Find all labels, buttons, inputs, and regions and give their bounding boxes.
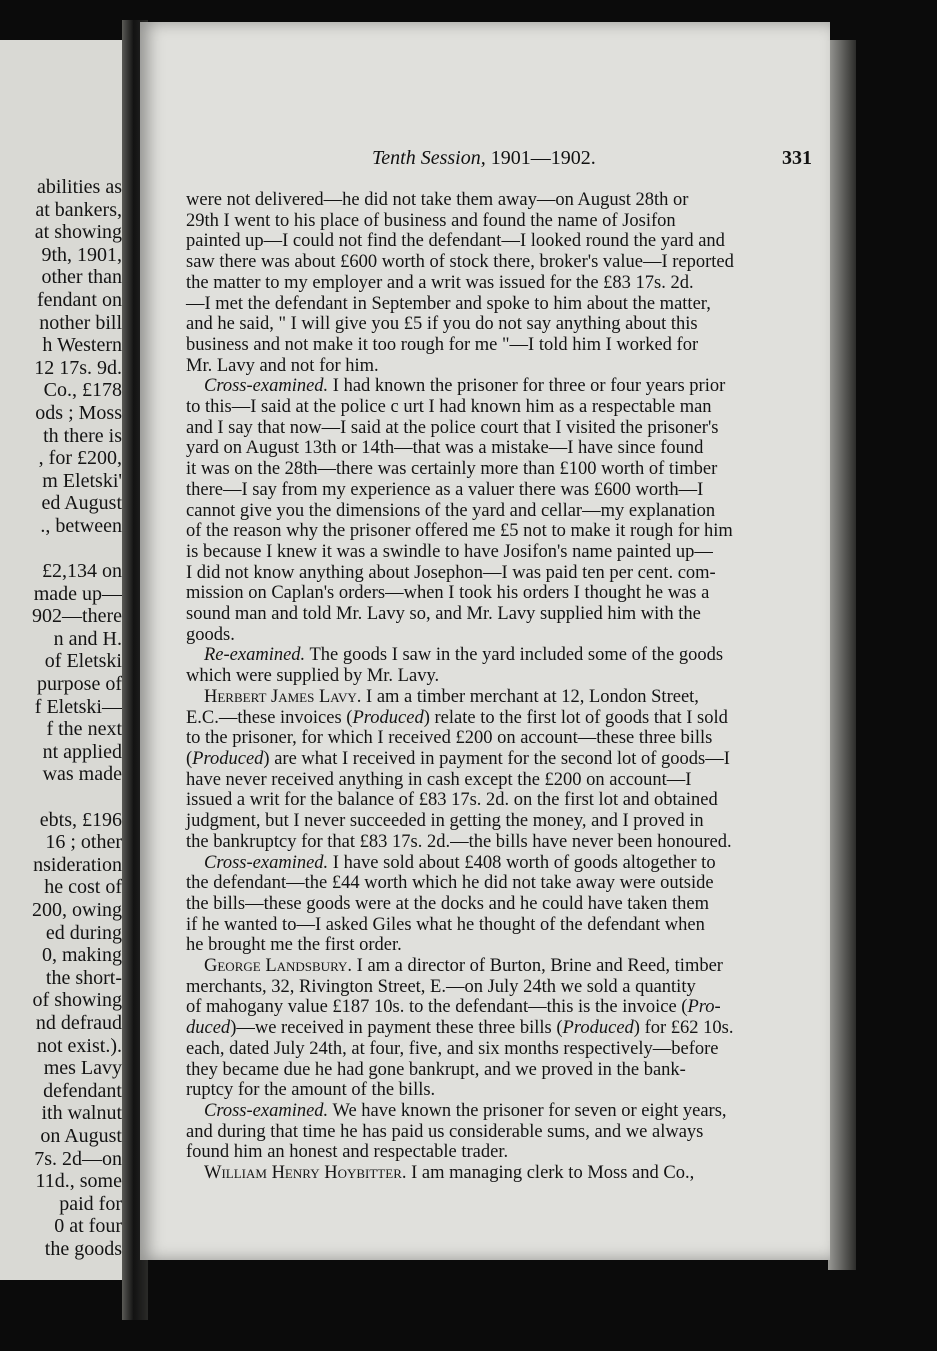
paragraph-2-line: it was on the 28th—there was certainly more than £100 worth of timber	[186, 459, 718, 480]
paragraph-4-line-2: E.C.—these invoices (Produced) relate to the first lot of goods that I sold	[186, 707, 728, 728]
left-page-fragment-line: 9th, 1901,	[41, 243, 122, 266]
paragraph-1-line: Mr. Lavy and not for him.	[186, 355, 379, 376]
left-page-fragment-line: paid for	[59, 1192, 122, 1215]
re-examined-label: Re-examined.	[204, 645, 306, 666]
paragraph-5-first-line: Cross-examined. I have sold about £408 worth of goods altogether to	[204, 852, 716, 873]
left-page-fragment-line: nd defraud	[35, 1011, 122, 1034]
paragraph-6-line-3: of mahogany value £187 10s. to the defendant—this is the invoice (Pro-	[186, 997, 721, 1018]
left-page-fragment-line: 7s. 2d—on	[34, 1147, 122, 1170]
left-page-fragment-line: nt applied	[42, 740, 122, 763]
paragraph-6-line: they became due he had gone bankrupt, and we proved in the bank-	[186, 1059, 686, 1080]
paragraph-2-line: is because I knew it was a swindle to have Josifon's name painted up—	[186, 541, 713, 562]
left-page-fragment-line: purpose of	[37, 673, 122, 696]
left-page-fragment-line: 12 17s. 9d.	[34, 356, 122, 379]
running-header	[372, 147, 812, 170]
left-page-fragment-line: 200, owing	[32, 899, 122, 921]
paragraph-6-line-4: duced)—we received in payment these three bills (Produced) for £62 10s.	[186, 1018, 734, 1039]
paragraph-1-line: and he said, " I will give you £5 if you do not say anything about this	[186, 314, 698, 335]
paragraph-2-line: goods.	[186, 624, 235, 645]
left-page-fragment-line: h Western	[42, 334, 122, 357]
paragraph-1-line: business and not make it too rough for me "—I told him I worked for	[186, 334, 699, 355]
paragraph-4-line-4: (Produced) are what I received in payment for the second lot of goods—I	[186, 748, 730, 769]
witness-name-lavy: Herbert James Lavy.	[204, 686, 362, 707]
left-page-fragment-line: ebts, £196	[39, 808, 122, 831]
paragraph-1-line: the matter to my employer and a writ was issued for the £83 17s. 2d.	[186, 272, 694, 293]
left-page-fragment-line: nother bill	[39, 311, 122, 334]
paragraph-3-first-line: Re-examined. The goods I saw in the yard included some of the goods	[204, 645, 724, 666]
paragraph-5-line: the bills—these goods were at the docks and he could have taken them	[186, 893, 709, 914]
left-page-fragment-line: ed August	[41, 492, 122, 515]
left-page-fragment-line	[0, 786, 122, 809]
left-page-fragment-line: at showing	[34, 221, 122, 244]
paragraph-5-line: the defendant—the £44 worth which he did not take away were outside	[186, 873, 714, 894]
left-page	[0, 40, 130, 1280]
witness-name-landsbury: George Landsbury.	[204, 956, 353, 977]
paragraph-2-line: and I say that now—I said at the police court that I visited the prisoner's	[186, 417, 719, 438]
page-number: 331	[782, 147, 812, 169]
left-page-fragment-line: 902—there	[32, 605, 122, 628]
paragraph-4-line: have never received anything in cash except the £200 on account—I	[186, 769, 692, 790]
paragraph-4-line: the bankruptcy for that £83 17s. 2d.—the bills have never been honoured.	[186, 831, 732, 852]
left-page-fragment-line: defendant	[43, 1079, 122, 1102]
left-page-fragment-line: nsideration	[33, 853, 122, 876]
left-page-fragment-line: other than	[41, 266, 122, 289]
paragraph-7-line: found him an honest and respectable trader.	[186, 1142, 509, 1163]
left-page-fragment-line: at bankers,	[35, 198, 122, 221]
left-page-fragment-line: f the next	[46, 718, 122, 741]
paragraph-2	[186, 397, 806, 645]
left-page-fragment-line: on August	[40, 1124, 122, 1147]
left-page-fragment-line: , for £200,	[38, 447, 122, 470]
left-page-fragment-line: ods ; Moss	[35, 401, 122, 424]
left-page-fragment-line: fendant on	[37, 288, 122, 311]
page-edge	[828, 40, 856, 1270]
left-page-fragment-line: not exist.).	[37, 1034, 122, 1057]
paragraph-5-line: he brought me the first order.	[186, 935, 402, 956]
paragraph-2-line: cannot give you the dimensions of the yard and cellar—my explanation	[186, 500, 716, 521]
paragraph-2-line: yard on August 13th or 14th—that was a mistake—I have since found	[186, 438, 704, 459]
paragraph-4-line: issued a writ for the balance of £83 17s. 2d. on the first lot and obtained	[186, 790, 718, 811]
cross-examined-label: Cross-examined.	[204, 376, 329, 397]
paragraph-6-line: each, dated July 24th, at four, five, and six months respectively—before	[186, 1038, 719, 1059]
body-text	[186, 190, 806, 1184]
paragraph-4-line-3: to the prisoner, for which I received £200 on account—these three bills	[186, 728, 713, 749]
paragraph-8-first-line: William Henry Hoybitter. I am managing clerk to Moss and Co.,	[204, 1163, 695, 1184]
paragraph-3-line: which were supplied by Mr. Lavy.	[186, 666, 440, 687]
paragraph-1-line: —I met the defendant in September and spoke to him about the matter,	[186, 293, 711, 314]
left-page-fragment-line	[0, 538, 122, 561]
left-page-fragment-line: made up—	[33, 582, 122, 605]
paragraph-7	[186, 1122, 806, 1163]
paragraph-5	[186, 873, 806, 956]
left-page-fragment-line: ith walnut	[41, 1102, 122, 1125]
left-page-fragment-line: ed during	[45, 921, 122, 944]
witness-name-hoybitter: William Henry Hoybitter.	[204, 1163, 407, 1184]
paragraph-1-line: 29th I went to his place of business and found the name of Josifon	[186, 210, 676, 231]
paragraph-6-first-line: George Landsbury. I am a director of Burton, Brine and Reed, timber	[204, 956, 723, 977]
left-page-fragment-line: the goods	[44, 1237, 122, 1260]
left-page-text	[0, 176, 122, 1261]
left-page-fragment-line: abilities as	[37, 176, 122, 198]
paragraph-6	[186, 1039, 806, 1101]
paragraph-3	[186, 666, 806, 687]
paragraph-2-line: to this—I said at the police c urt I had known him as a respectable man	[186, 397, 712, 418]
header-title: Tenth Session,	[372, 147, 486, 169]
left-page-fragment-line: 0 at four	[54, 1215, 122, 1238]
paragraph-7-first-line: Cross-examined. We have known the prisoner for seven or eight years,	[204, 1100, 727, 1121]
paragraph-4-first-line: Herbert James Lavy. I am a timber merchant at 12, London Street,	[204, 686, 699, 707]
paragraph-5-line: if he wanted to—I asked Giles what he thought of the defendant when	[186, 914, 705, 935]
paragraph-7-line: and during that time he has paid us considerable sums, and we always	[186, 1121, 704, 1142]
cross-examined-label: Cross-examined.	[204, 852, 329, 873]
paragraph-1	[186, 190, 806, 376]
left-page-fragment-line: th there is	[43, 424, 122, 447]
paragraph-6-line-2: merchants, 32, Rivington Street, E.—on July 24th we sold a quantity	[186, 976, 696, 997]
left-page-fragment-line: the short-	[45, 966, 122, 989]
left-page-fragment-line: m Eletski'	[42, 469, 122, 492]
left-page-fragment-line: 16 ; other	[45, 831, 122, 854]
left-page-fragment-line: 0, making	[42, 944, 122, 967]
paragraph-2-line: there—I say from my experience as a valuer there was £600 worth—I	[186, 479, 704, 500]
left-page-fragment-line: Co., £178	[43, 379, 122, 402]
paragraph-6-line: ruptcy for the amount of the bills.	[186, 1080, 436, 1101]
paragraph-2-line: I did not know anything about Josephon—I was paid ten per cent. com-	[186, 562, 716, 583]
paragraph-2-line: of the reason why the prisoner offered me £5 not to make it rough for him	[186, 521, 733, 542]
paragraph-1-line: painted up—I could not find the defendant—I looked round the yard and	[186, 231, 725, 252]
header-years: 1901—1902.	[490, 147, 596, 169]
left-page-fragment-line: mes Lavy	[43, 1057, 122, 1080]
left-page-fragment-line: £2,134 on	[42, 560, 122, 583]
paragraph-2-first-line: Cross-examined. I had known the prisoner for three or four years prior	[204, 376, 726, 397]
left-page-fragment-line: was made	[42, 763, 122, 786]
paragraph-4-line: judgment, but I never succeeded in getting the money, and I proved in	[186, 811, 704, 832]
left-page-fragment-line: of Eletski	[44, 650, 122, 673]
cross-examined-label: Cross-examined.	[204, 1100, 329, 1121]
paragraph-2-line: sound man and told Mr. Lavy so, and Mr. Lavy supplied him with the	[186, 604, 701, 625]
left-page-fragment-line: of showing	[32, 989, 122, 1012]
paragraph-1-line: were not delivered—he did not take them away—on August 28th or	[186, 190, 689, 210]
left-page-fragment-line: ., between	[40, 514, 122, 537]
left-page-fragment-line: 11d., some	[35, 1170, 122, 1193]
left-page-fragment-line: n and H.	[53, 627, 122, 650]
left-page-fragment-line: f Eletski—	[34, 695, 122, 718]
paragraph-1-line: saw there was about £600 worth of stock there, broker's value—I reported	[186, 252, 734, 273]
left-page-fragment-line: he cost of	[44, 876, 122, 899]
paragraph-4	[186, 770, 806, 853]
paragraph-2-line: mission on Caplan's orders—when I took his orders I thought he was a	[186, 583, 710, 604]
